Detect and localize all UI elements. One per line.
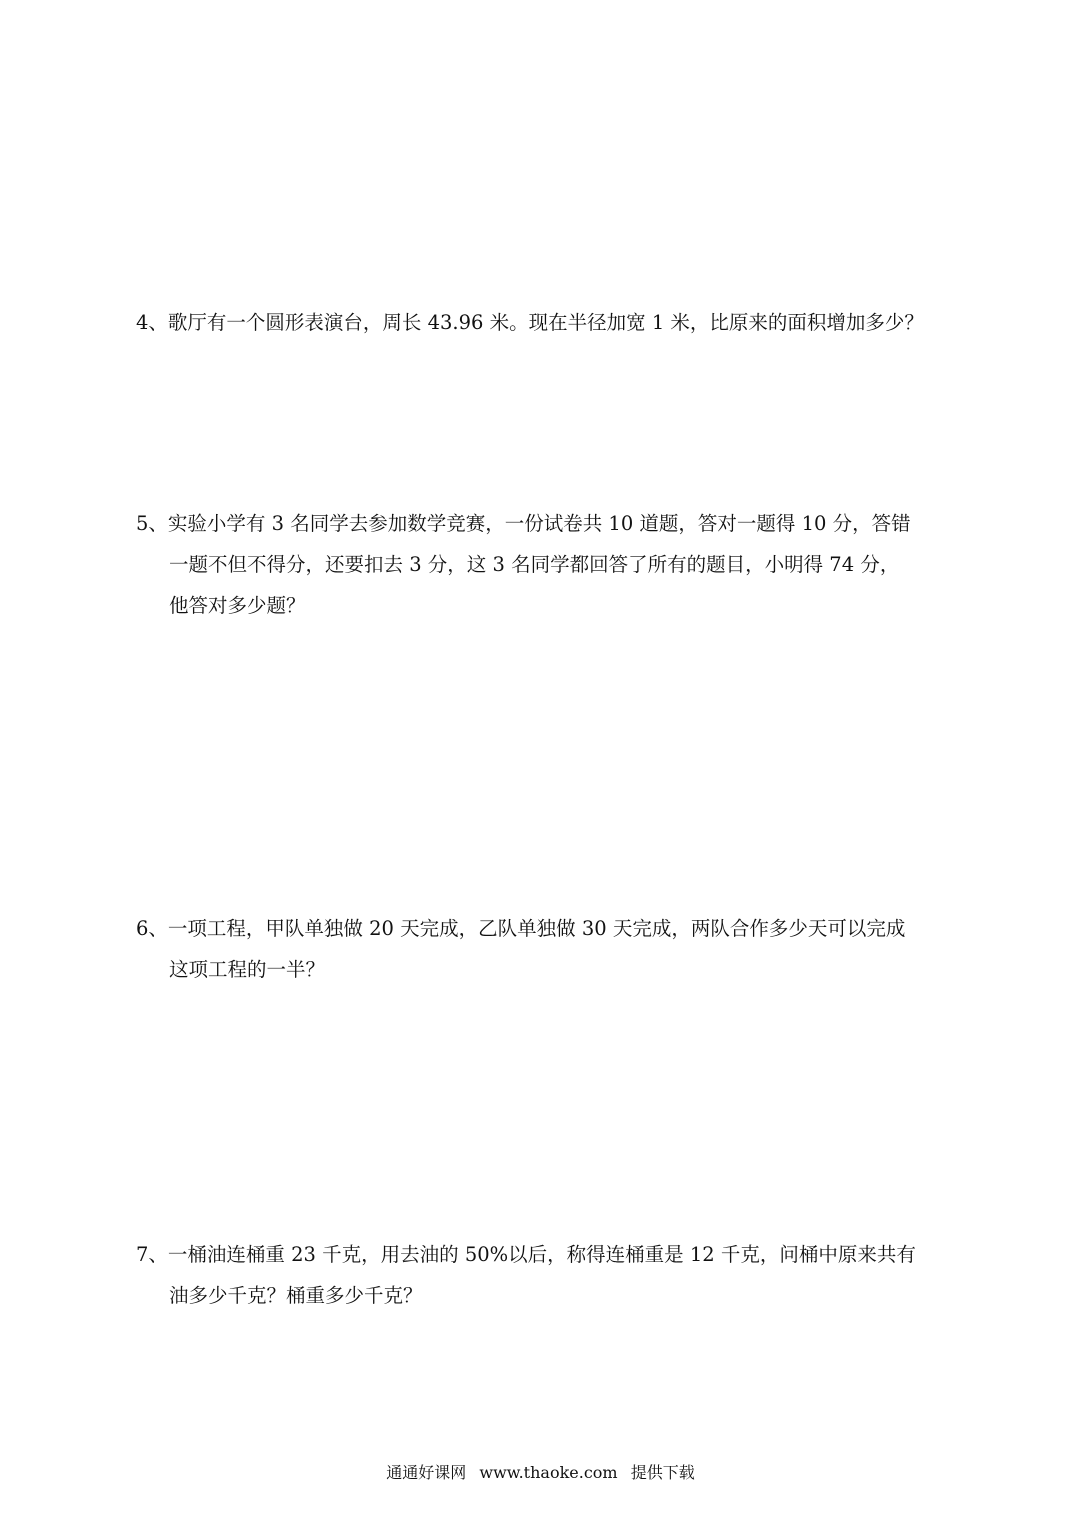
page-footer <box>0 1462 1081 1484</box>
question-7-line-1: 7、一桶油连桶重 23 千克，用去油的 50%以后，称得连桶重是 12 千克，问桶中原来共有 <box>136 1243 916 1266</box>
question-6-line-1: 6、一项工程，甲队单独做 20 天完成，乙队单独做 30 天完成，两队合作多少天可以完成 <box>136 917 906 940</box>
question-7-line-2: 油多少千克？桶重多少千克？ <box>169 1284 423 1307</box>
question-6-line-2: 这项工程的一半？ <box>169 958 326 981</box>
question-5-line-1: 5、实验小学有 3 名同学去参加数学竞赛，一份试卷共 10 道题，答对一题得 10 分，答错 <box>136 512 911 535</box>
footer-url[interactable]: www.thaoke.com <box>479 1463 618 1482</box>
question-7 <box>136 1234 986 1316</box>
question-5-line-2: 一题不但不得分，还要扣去 3 分，这 3 名同学都回答了所有的题目，小明得 74 分， <box>169 553 900 576</box>
question-6 <box>136 908 986 990</box>
question-4-text: 4、歌厅有一个圆形表演台，周长 43.96 米。现在半径加宽 1 米，比原来的面积增加多少？ <box>136 311 924 334</box>
footer-suffix: 提供下载 <box>630 1463 695 1482</box>
footer-site-name: 通通好课网 <box>386 1463 467 1482</box>
question-4 <box>136 302 986 343</box>
question-5 <box>136 503 986 626</box>
question-5-line-3: 他答对多少题？ <box>169 594 306 617</box>
